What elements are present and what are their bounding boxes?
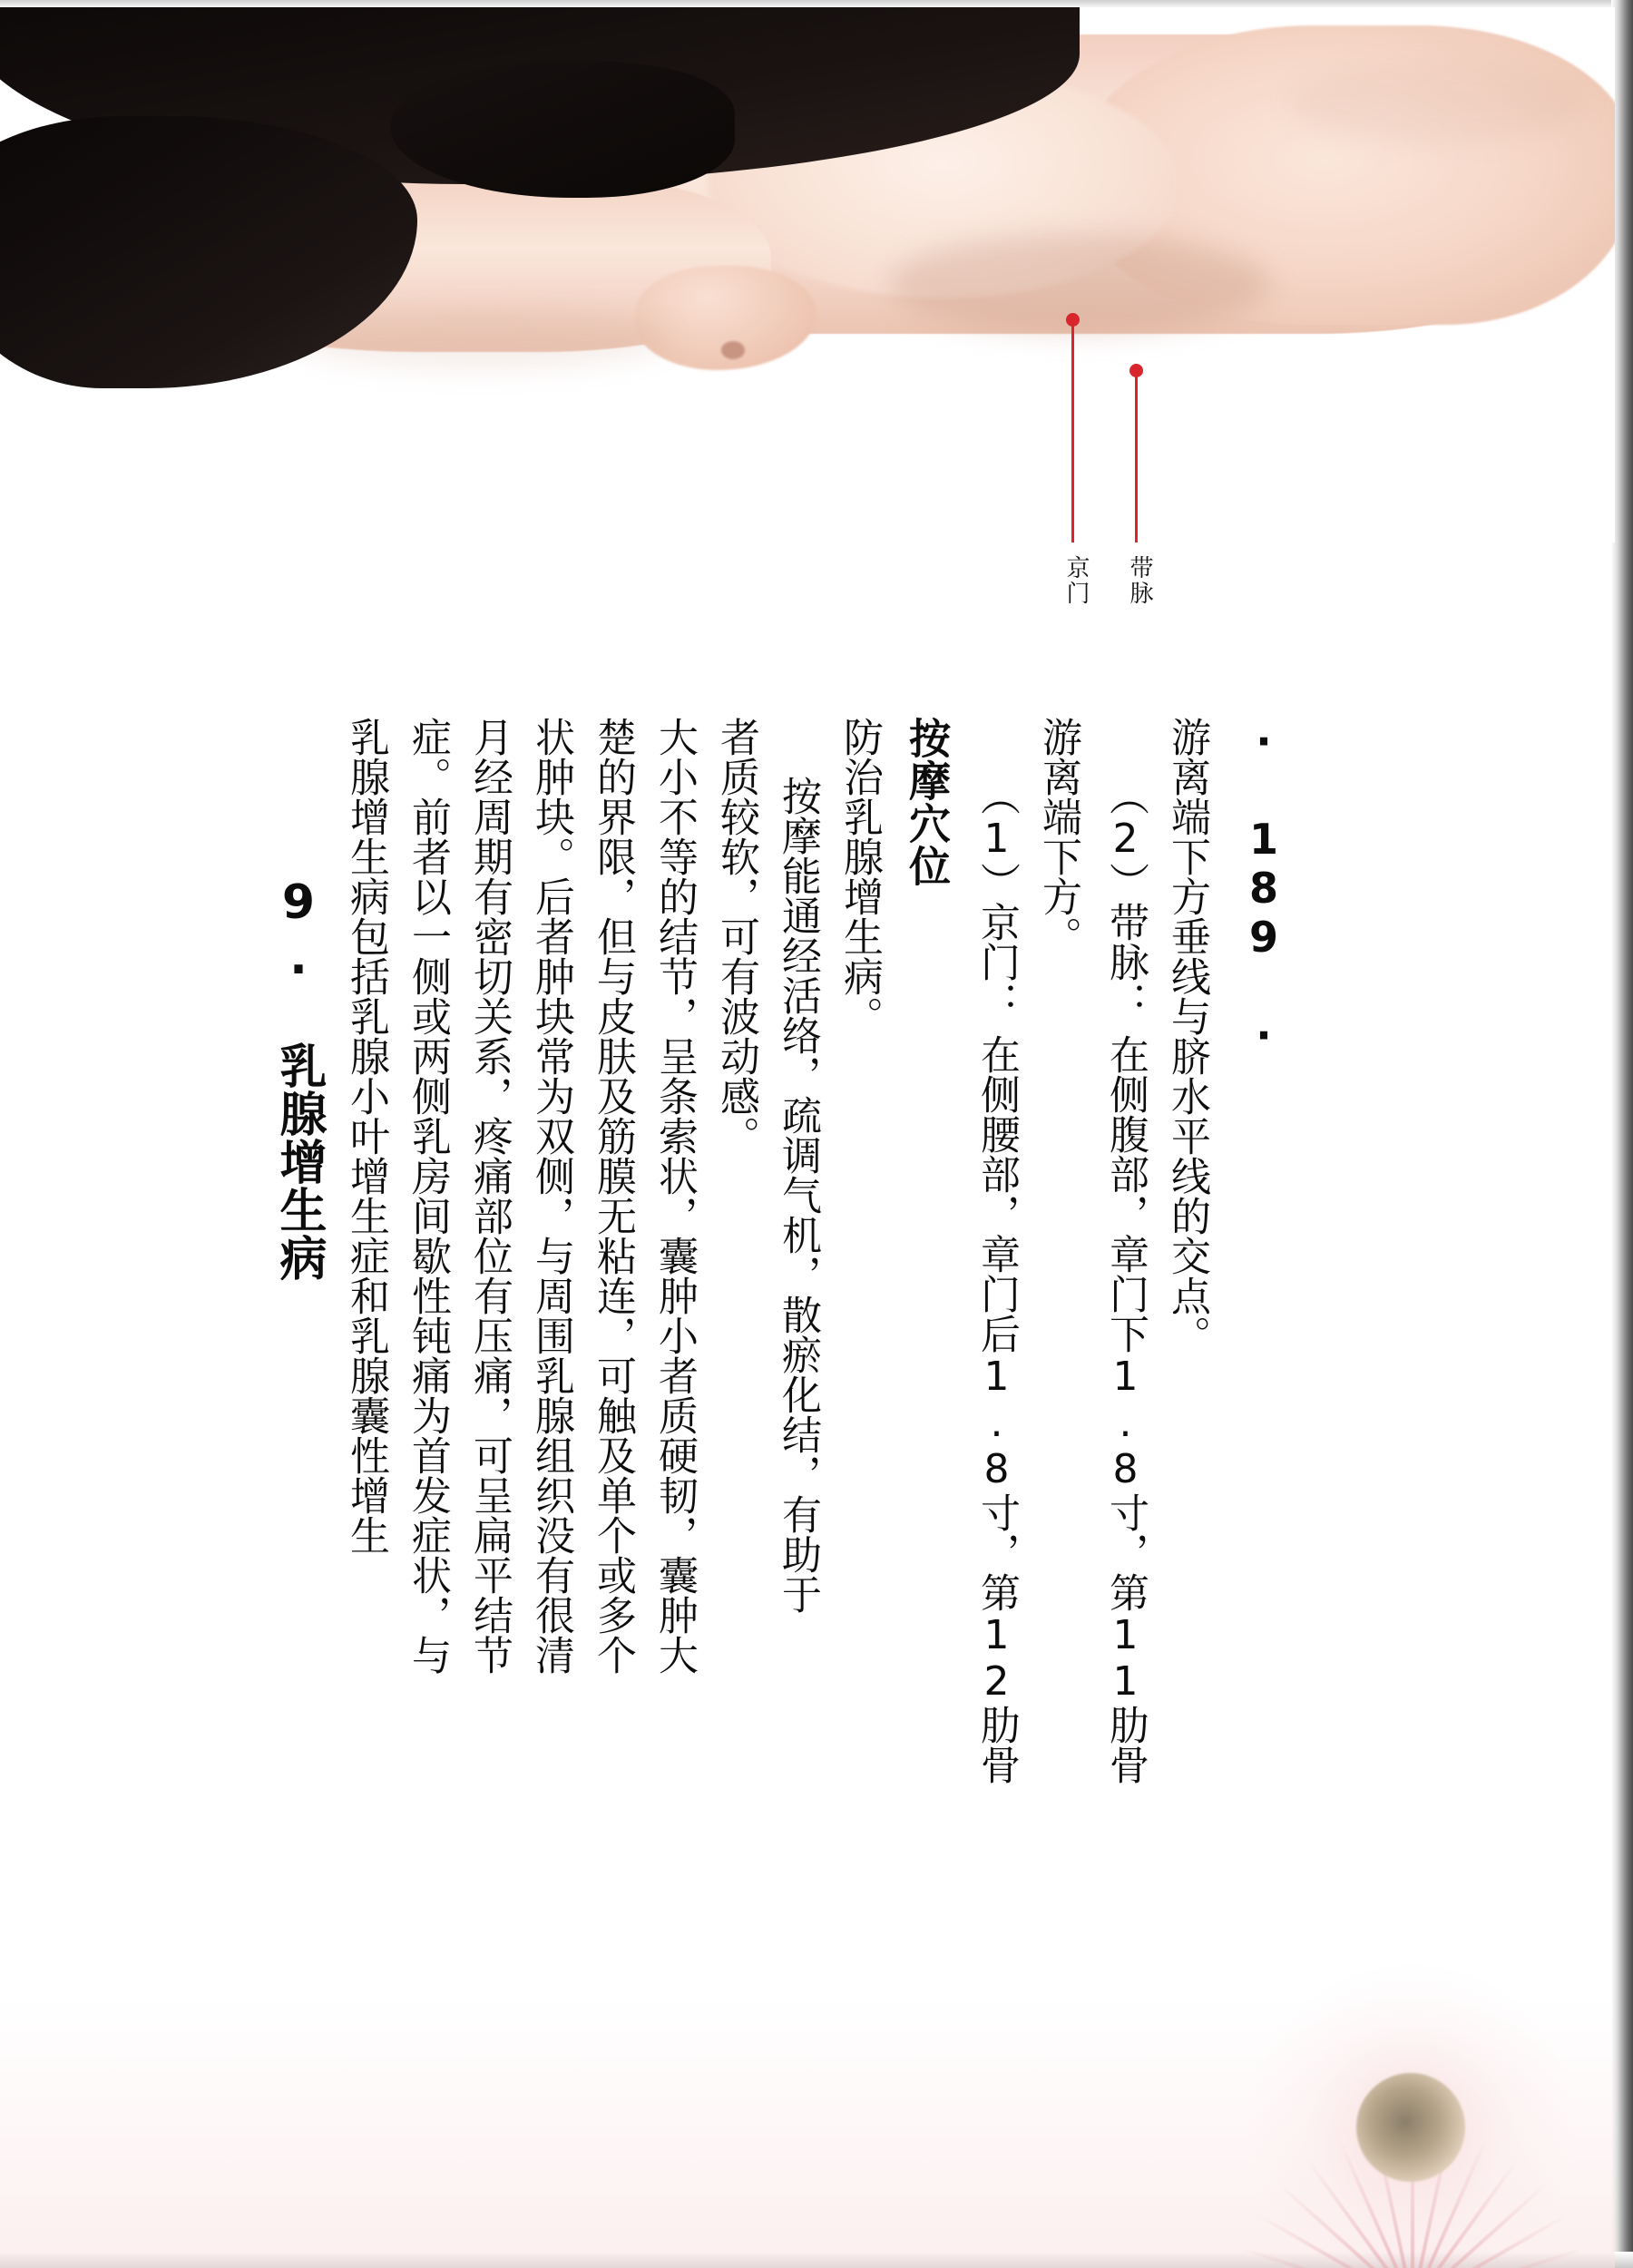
body-column: 防治乳腺增生病。	[836, 717, 883, 1036]
leader-line-jingmen	[1071, 320, 1074, 543]
anatomy-photo	[0, 7, 1615, 543]
body-column: 楚的界限，但与皮肤及筋膜无粘连，可触及单个或多个	[590, 717, 636, 1675]
acupoint-2-line-2: 游离端下方垂线与脐水平线的交点。	[1164, 717, 1210, 1355]
photo-label-jingmen: 京门	[1062, 555, 1090, 606]
leader-line-daimai	[1135, 371, 1138, 543]
acupoint-1-label: （1）京门：	[973, 776, 1020, 1022]
section-heading: 9. 乳腺增生病	[271, 875, 326, 1282]
acupoint-1-line-1: 在侧腰部，章门后1.8寸，第12肋骨	[973, 1034, 1020, 1784]
photo-shadow-hip	[1288, 62, 1588, 143]
photo-shadow-waist	[889, 234, 1270, 334]
acupoint-2-label: （2）带脉：	[1102, 776, 1149, 1022]
body-column: 月经周期有密切关系，疼痛部位有压痛，可呈扁平结节	[466, 717, 513, 1675]
acupoint-1-line-2: 游离端下方。	[1035, 717, 1081, 956]
body-column: 大小不等的结节，呈条索状，囊肿小者质硬韧，囊肿大	[651, 717, 698, 1675]
body-column: 按摩能通经活络，疏调气机，散瘀化结，有助于	[775, 776, 821, 1614]
page-text	[0, 553, 1615, 2087]
body-column: 者质较软，可有波动感。	[713, 717, 759, 1156]
body-column: 状肿块。后者肿块常为双侧，与周围乳腺组织没有很清	[528, 717, 574, 1675]
body-column: 症。前者以一侧或两侧乳房间歇性钝痛为首发症状，与	[405, 717, 451, 1675]
page-number: · 189 ·	[1239, 717, 1288, 1060]
body-column: 乳腺增生病包括乳腺小叶增生症和乳腺囊性增生	[343, 717, 389, 1555]
photo-label-daimai: 带脉	[1126, 555, 1153, 606]
page-bottom-tint	[0, 1996, 1615, 2268]
acupoint-2-line-1: 在侧腹部，章门下1.8寸，第11肋骨	[1102, 1034, 1149, 1784]
photo-nipple	[721, 341, 745, 359]
subsection-heading: 按摩穴位	[903, 717, 952, 887]
